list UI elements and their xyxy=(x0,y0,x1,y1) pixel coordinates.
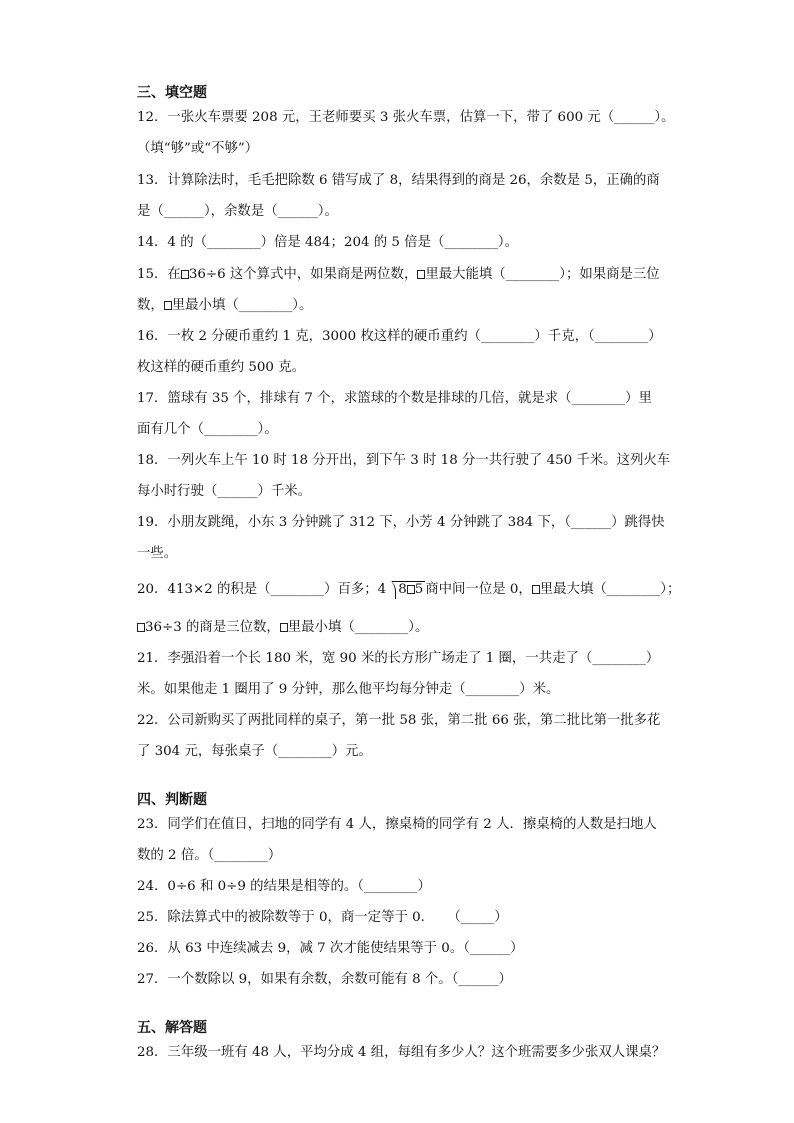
question-20-line-2: 36÷3 的商是三位数， 里最小填（________）。 xyxy=(137,618,428,638)
question-21-line-1: 21．李强沿着一个长 180 米，宽 90 米的长方形广场走了 1 圈，一共走了（________） xyxy=(137,651,660,666)
question-23-line-1: 23．同学们在值日，扫地的同学有 4 人，擦桌椅的同学有 2 人．擦桌椅的人数是扫地人 xyxy=(137,817,657,832)
question-16-line-1: 16．一枚 2 分硬币重约 1 克，3000 枚这样的硬币重约（________）千克，（________） xyxy=(137,329,662,344)
blank-square-icon xyxy=(280,623,288,632)
blank-square-icon xyxy=(532,585,540,594)
question-17-line-2: 面有几个（________）。 xyxy=(137,422,278,437)
blank-square-icon xyxy=(407,585,415,594)
question-18-line-1: 18．一列火车上午 10 时 18 分开出，到下午 3 时 18 分一共行驶了 450 千米。这列火车 xyxy=(137,453,671,468)
question-26: 26．从 63 中连续减去 9，减 7 次才能使结果等于 0。（______） xyxy=(137,941,524,956)
long-division-icon: 8 5 xyxy=(388,580,423,600)
question-12-line-1: 12．一张火车票要 208 元，王老师要买 3 张火车票，估算一下，带了 600 元（______）。 xyxy=(137,110,675,125)
section-title-true-false: 四、判断题 xyxy=(137,792,207,808)
question-19-line-2: 一些。 xyxy=(137,546,178,561)
question-25: 25．除法算式中的被除数等于 0，商一定等于 0． （_____） xyxy=(137,910,508,925)
question-24: 24．0÷6 和 0÷9 的结果是相等的。（________） xyxy=(137,879,431,894)
question-23-line-2: 数的 2 倍。（________） xyxy=(137,848,282,863)
question-20-line-1: 20．413×2 的积是（________）百多；4 8 5 商中间一位是 0， 里最大填（________）； xyxy=(137,580,680,600)
question-13-line-2: 是（______），余数是（______）。 xyxy=(137,204,338,219)
question-22-line-2: 了 304 元，每张桌子（________）元。 xyxy=(137,744,372,759)
section-title-fill-in: 三、填空题 xyxy=(137,85,207,101)
section-title-problem-solving: 五、解答题 xyxy=(137,1020,207,1036)
question-15-line-1: 15．在 36÷6 这个算式中，如果商是两位数， 里最大能填（________）；如果商是三位 xyxy=(137,267,660,282)
question-27: 27．一个数除以 9，如果有余数，余数可能有 8 个。（______） xyxy=(137,972,512,987)
question-14: 14．4 的（________）倍是 484；204 的 5 倍是（________）。 xyxy=(137,235,519,250)
question-12-line-2: （填“够”或“不够”） xyxy=(137,141,259,156)
blank-square-icon xyxy=(164,301,172,310)
blank-square-icon xyxy=(137,623,145,632)
question-15-line-2: 数， 里最小填（________）。 xyxy=(137,298,313,313)
question-22-line-1: 22．公司新购买了两批同样的桌子，第一批 58 张，第二批 66 张，第二批比第一批多花 xyxy=(137,713,661,728)
question-13-line-1: 13．计算除法时，毛毛把除数 6 错写成了 8，结果得到的商是 26，余数是 5，正确的商 xyxy=(137,173,660,188)
question-17-line-1: 17．篮球有 35 个，排球有 7 个，求篮球的个数是排球的几倍，就是求（________）里 xyxy=(137,391,652,406)
blank-square-icon xyxy=(181,270,189,279)
question-28: 28．三年级一班有 48 人，平均分成 4 组，每组有多少人？这个班需要多少张双人课桌？ xyxy=(137,1045,666,1060)
question-21-line-2: 米。如果他走 1 圈用了 9 分钟，那么他平均每分钟走（________）米。 xyxy=(137,682,560,697)
question-19-line-1: 19．小朋友跳绳，小东 3 分钟跳了 312 下，小芳 4 分钟跳了 384 下，（______）跳得快 xyxy=(137,515,665,530)
question-16-line-2: 枚这样的硬币重约 500 克。 xyxy=(137,360,305,375)
question-18-line-2: 每小时行驶（______）千米。 xyxy=(137,484,312,499)
